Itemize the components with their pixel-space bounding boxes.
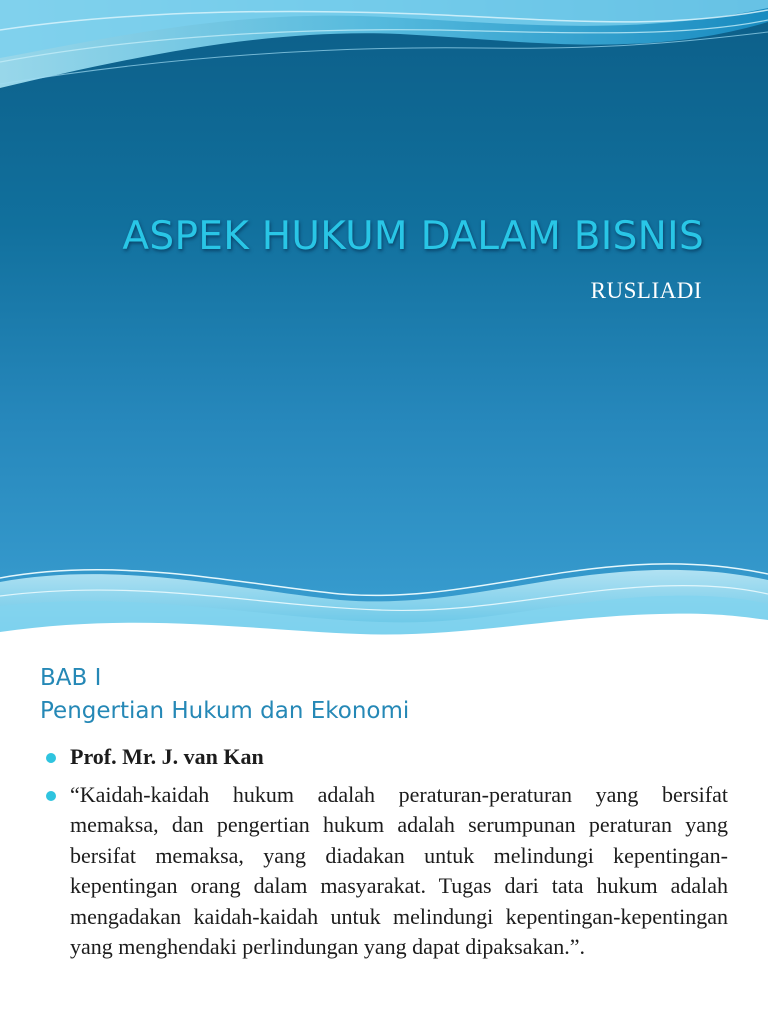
bullet-list (40, 742, 728, 970)
slide-title: ASPEK HUKUM DALAM BISNIS (122, 214, 704, 259)
heading-topic: Pengertian Hukum dan Ekonomi (40, 698, 410, 724)
bullet-dot-icon (46, 791, 56, 801)
bullet-dot-icon (46, 753, 56, 763)
content-slide (0, 640, 768, 1024)
list-item (40, 742, 728, 773)
slide-subtitle: RUSLIADI (590, 278, 702, 303)
slide-heading (40, 662, 409, 728)
heading-chapter: BAB I (40, 665, 102, 691)
bullet-text: Prof. Mr. J. van Kan (70, 744, 264, 769)
list-item (40, 780, 728, 963)
bullet-text: “Kaidah-kaidah hukum adalah peraturan-peraturan yang bersifat memaksa, dan pengertian hukum adalah serumpunan peraturan yang bersifat memaksa, yang diadakan untuk melindungi kepentingan-kepentingan orang dalam masyarakat. Tugas dari tata hukum adalah mengadakan kaidah-kaidah untuk melindungi kepentingan-kepentingan yang menghendaki perlindungan yang dapat dipaksakan.”. (70, 781, 728, 959)
